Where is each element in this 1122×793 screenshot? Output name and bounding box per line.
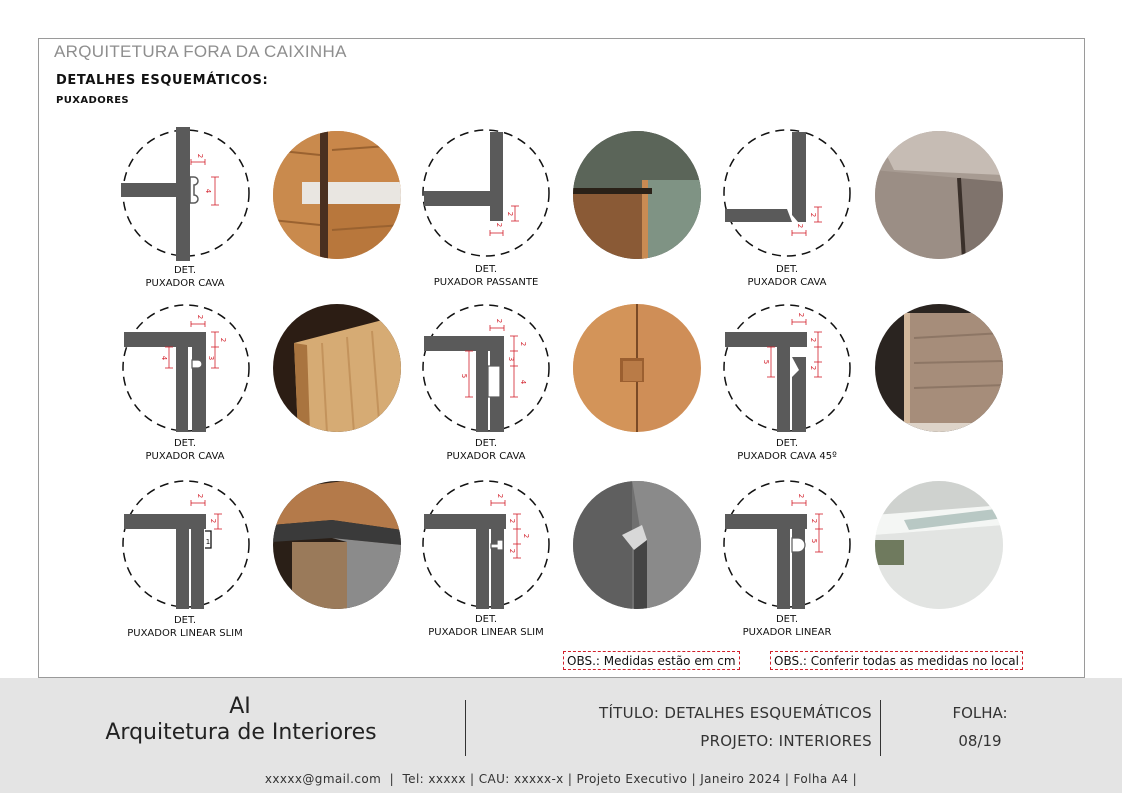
dim-text: 2 — [809, 337, 817, 343]
office-name: ARQUITETURA FORA DA CAIXINHA — [54, 42, 347, 61]
dim-text: 2 — [495, 222, 503, 228]
sheet-title: TÍTULO: DETALHES ESQUEMÁTICOS — [599, 704, 872, 722]
photo-drawer-45-edge — [874, 303, 1004, 433]
dim-text: 2 — [506, 211, 514, 217]
detail-caption-6: DET. PUXADOR CAVA 45º — [737, 438, 837, 462]
photo-wood-square-handle — [572, 303, 702, 433]
dim-text: 2 — [495, 318, 503, 324]
sheet-number: 08/19 — [958, 732, 1002, 750]
dim-text: 2 — [809, 212, 817, 218]
section-title: DETALHES ESQUEMÁTICOS: — [56, 73, 269, 88]
dim-text: 2 — [496, 493, 504, 499]
dim-text: 2 — [797, 312, 805, 318]
photo-green-door-edge — [572, 130, 702, 260]
dim-text: 2 — [519, 341, 527, 347]
brand-short: AI — [229, 694, 251, 719]
dim-text: 4 — [519, 379, 527, 385]
detail-caption-4: DET. PUXADOR CAVA — [145, 438, 225, 462]
brand-full: Arquitetura de Interiores — [105, 720, 377, 745]
dim-text: 5 — [810, 538, 818, 544]
detail-drawing-2 — [421, 127, 553, 261]
detail-drawing-5 — [421, 302, 553, 436]
dim-text: 2 — [797, 493, 805, 499]
detail-drawing-3 — [722, 127, 854, 261]
dim-text: 2 — [508, 518, 516, 524]
dim-text: 2 — [196, 153, 204, 159]
section-subtitle: PUXADORES — [56, 95, 130, 106]
detail-drawing-9 — [722, 478, 854, 612]
divider — [465, 700, 466, 756]
footer-info: xxxxx@gmail.com | Tel: xxxxx | CAU: xxxxx-x | Projeto Executivo | Janeiro 2024 | Folha A4 | — [264, 772, 858, 786]
dim-text: 2 — [810, 518, 818, 524]
detail-caption-5: DET. PUXADOR CAVA — [446, 438, 526, 462]
photo-black-linear-slim — [272, 480, 402, 610]
dim-text: 2 — [209, 518, 217, 524]
detail-drawing-7 — [121, 478, 253, 612]
detail-caption-1: DET. PUXADOR CAVA — [145, 265, 225, 289]
sheet-label: FOLHA: — [952, 704, 1008, 722]
dim-text: 2 — [219, 337, 227, 343]
dim-text: 5 — [762, 359, 770, 365]
photo-wood-cava-handle — [272, 130, 402, 260]
dim-text: 3 — [207, 355, 215, 361]
divider — [880, 700, 881, 756]
photo-drawer-corner — [874, 130, 1004, 260]
dim-text: 4 — [160, 355, 168, 361]
photo-grey-linear-slim — [572, 480, 702, 610]
dim-text: 5 — [460, 373, 468, 379]
dim-text: 2 — [196, 314, 204, 320]
detail-drawing-6 — [722, 302, 854, 436]
note-units: OBS.: Medidas estão em cm — [563, 651, 740, 670]
photo-white-linear-handle — [874, 480, 1004, 610]
dim-text: 2 — [196, 493, 204, 499]
detail-drawing-4 — [121, 302, 253, 436]
project-name: PROJETO: INTERIORES — [700, 732, 872, 750]
detail-caption-2: DET. PUXADOR PASSANTE — [433, 264, 539, 288]
dim-text: 1 — [205, 538, 211, 546]
dim-text: 2 — [508, 548, 516, 554]
detail-caption-7: DET. PUXADOR LINEAR SLIM — [127, 615, 243, 639]
detail-drawing-1 — [121, 127, 253, 261]
dim-text: 3 — [507, 356, 515, 362]
detail-caption-9: DET. PUXADOR LINEAR — [742, 614, 832, 638]
dim-text: 4 — [204, 188, 212, 194]
detail-caption-8: DET. PUXADOR LINEAR SLIM — [428, 614, 544, 638]
detail-caption-3: DET. PUXADOR CAVA — [747, 264, 827, 288]
detail-drawing-8 — [421, 478, 553, 612]
title-block — [0, 678, 1122, 793]
dim-text: 2 — [809, 365, 817, 371]
dim-text: 2 — [522, 533, 530, 539]
note-verify: OBS.: Conferir todas as medidas no local — [770, 651, 1023, 670]
photo-wood-door-profile — [272, 303, 402, 433]
dim-text: 2 — [796, 223, 804, 229]
